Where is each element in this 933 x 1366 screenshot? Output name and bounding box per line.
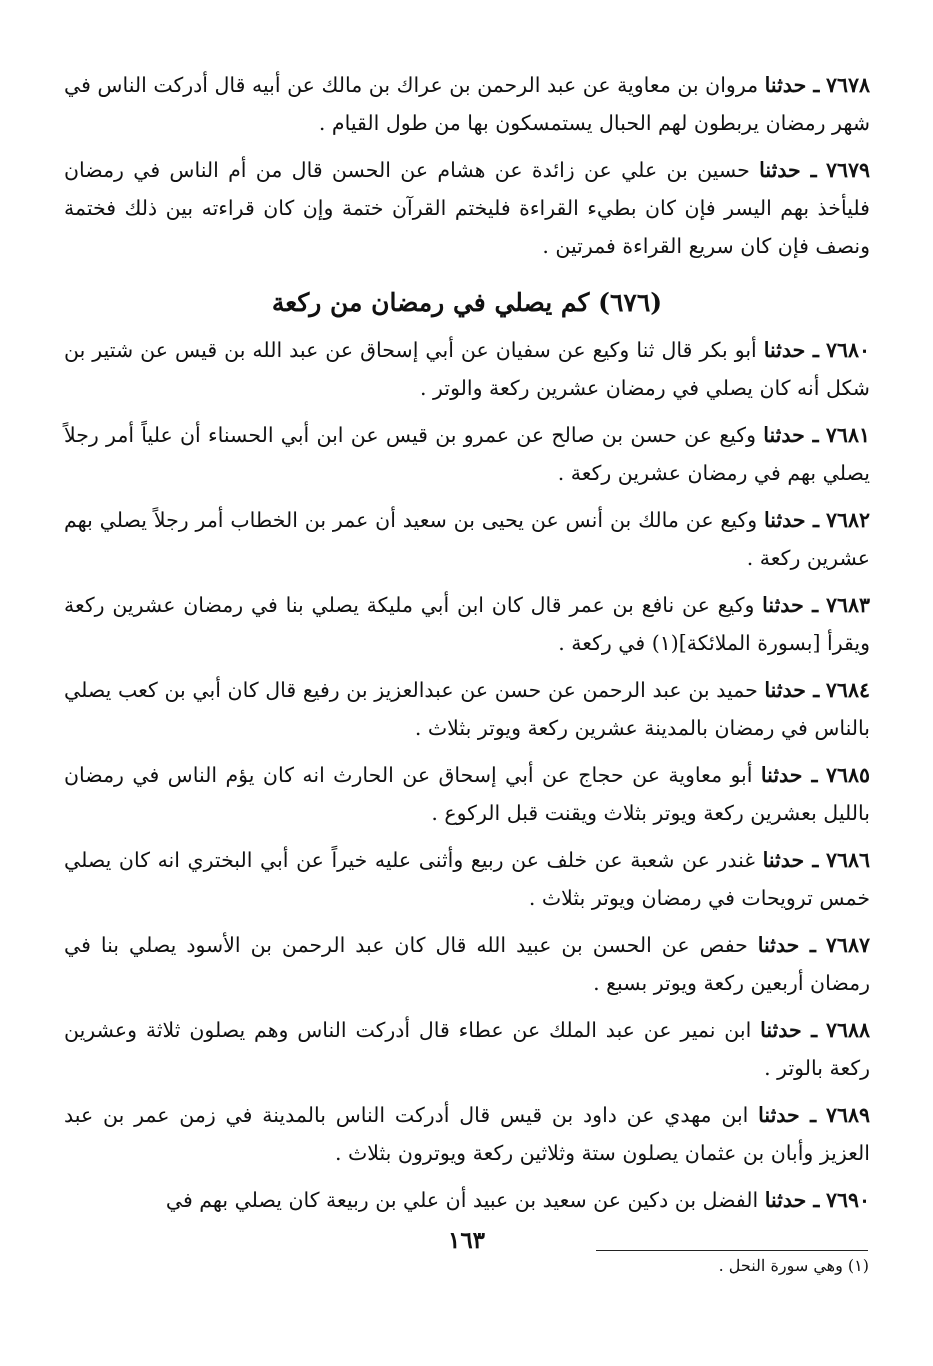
- hadith-entry: [64, 586, 870, 662]
- entry-text: غندر عن شعبة عن خلف عن ربيع وأثنى عليه خيراً عن أبي البختري انه كان يصلي خمس ترويحات في رمضان ويوتر بثلاث .: [64, 848, 870, 910]
- entry-number: ٧٦٨٤: [825, 678, 870, 702]
- entry-text: الفضل بن دكين عن سعيد بن عبيد أن علي بن ربيعة كان يصلي بهم في: [165, 1188, 759, 1212]
- entry-text: ابن مهدي عن داود بن قيس قال أدركت الناس بالمدينة في زمن عمر بن عبد العزيز وأبان بن عثمان يصلون ستة وثلاثين ركعة ويوترون بثلاث .: [64, 1103, 870, 1165]
- entry-text: أبو بكر قال ثنا وكيع عن سفيان عن أبي إسحاق عن عبد الله بن قيس عن شتير بن شكل أنه كان يصلي في رمضان عشرين ركعة والوتر .: [64, 338, 870, 400]
- hadith-entry: [64, 331, 870, 407]
- entries-before-heading: [64, 66, 870, 265]
- entry-text: ابن نمير عن عبد الملك عن عطاء قال أدركت الناس وهم يصلون ثلاثة وعشرين ركعة بالوتر .: [64, 1018, 870, 1080]
- entry-lead: ـ حدثنا: [758, 1103, 817, 1127]
- footnote: (١) وهي سورة النحل .: [718, 1256, 869, 1275]
- entry-number: ٧٦٨١: [825, 423, 870, 447]
- entry-text: وكيع عن حسن بن صالح عن عمرو بن قيس عن ابن أبي الحسناء أن علياً أمر رجلاً يصلي بهم في رمضان عشرين ركعة .: [64, 423, 870, 485]
- entry-text: حسين بن علي عن زائدة عن هشام عن الحسن قال من أم الناس في رمضان فليأخذ بهم اليسر فإن كان بطيء القراءة فليختم القرآن ختمة وإن كان قراءته بين ذلك فختمة ونصف فإن كان سريع القراءة فمرتين .: [64, 158, 870, 258]
- entry-number: ٧٦٨٥: [825, 763, 870, 787]
- entry-lead: ـ حدثنا: [763, 423, 819, 447]
- entry-number: ٧٦٩٠: [825, 1188, 870, 1212]
- entry-lead: ـ حدثنا: [760, 763, 818, 787]
- hadith-entry: [64, 151, 870, 265]
- entry-lead: ـ حدثنا: [760, 1018, 818, 1042]
- hadith-entry: [64, 501, 870, 577]
- entry-lead: ـ حدثنا: [764, 508, 820, 532]
- hadith-entry: [64, 66, 870, 142]
- hadith-entry: [64, 416, 870, 492]
- footnote-divider: [596, 1250, 868, 1251]
- hadith-entry: [64, 671, 870, 747]
- hadith-entry: [64, 1181, 870, 1219]
- hadith-entry: [64, 841, 870, 917]
- page-body: [64, 66, 870, 1228]
- entry-number: ٧٦٨٩: [825, 1103, 870, 1127]
- entry-text: أبو معاوية عن حجاج عن أبي إسحاق عن الحارث انه كان يؤم الناس في رمضان بالليل بعشرين ركعة ويوتر بثلاث ويقنت قبل الركوع .: [64, 763, 870, 825]
- entry-lead: ـ حدثنا: [762, 593, 819, 617]
- entry-number: ٧٦٨٣: [825, 593, 870, 617]
- entry-lead: ـ حدثنا: [764, 1188, 820, 1212]
- entry-number: ٧٦٨٧: [825, 933, 870, 957]
- section-heading: (٦٧٦) كم يصلي في رمضان من ركعة: [271, 288, 663, 317]
- entry-lead: ـ حدثنا: [757, 933, 816, 957]
- hadith-entry: [64, 1096, 870, 1172]
- entry-text: وكيع عن نافع بن عمر قال كان ابن أبي مليكة يصلي بنا في رمضان عشرين ركعة ويقرأ [بسورة الملائكة](١) في ركعة .: [64, 593, 870, 655]
- entries-after-heading: [64, 331, 870, 1219]
- entry-lead: ـ حدثنا: [764, 73, 820, 97]
- entry-lead: ـ حدثنا: [762, 848, 819, 872]
- entry-number: ٧٦٨٨: [825, 1018, 870, 1042]
- entry-lead: ـ حدثنا: [759, 158, 817, 182]
- hadith-entry: [64, 1011, 870, 1087]
- page-number: ١٦٣: [447, 1227, 486, 1254]
- entry-text: مروان بن معاوية عن عبد الرحمن بن عراك بن مالك عن أبيه قال أدركت الناس في شهر رمضان يربطون لهم الحبال يستمسكون بها من طول القيام .: [64, 73, 870, 135]
- entry-text: حفص عن الحسن بن عبيد الله قال كان عبد الرحمن بن الأسود يصلي بنا في رمضان أربعين ركعة ويوتر بسبع .: [64, 933, 870, 995]
- entry-lead: ـ حدثنا: [764, 678, 820, 702]
- hadith-entry: [64, 756, 870, 832]
- entry-text: وكيع عن مالك بن أنس عن يحيى بن سعيد أن عمر بن الخطاب أمر رجلاً يصلي بهم عشرين ركعة .: [64, 508, 870, 570]
- hadith-entry: [64, 926, 870, 1002]
- entry-number: ٧٦٨٢: [825, 508, 870, 532]
- entry-number: ٧٦٨٠: [825, 338, 870, 362]
- entry-number: ٧٦٨٦: [825, 848, 870, 872]
- entry-text: حميد بن عبد الرحمن عن حسن عن عبدالعزيز بن رفيع قال كان أبي بن كعب يصلي بالناس في رمضان بالمدينة عشرين ركعة ويوتر بثلاث .: [64, 678, 870, 740]
- entry-lead: ـ حدثنا: [763, 338, 819, 362]
- entry-number: ٧٦٧٨: [825, 73, 870, 97]
- entry-number: ٧٦٧٩: [825, 158, 870, 182]
